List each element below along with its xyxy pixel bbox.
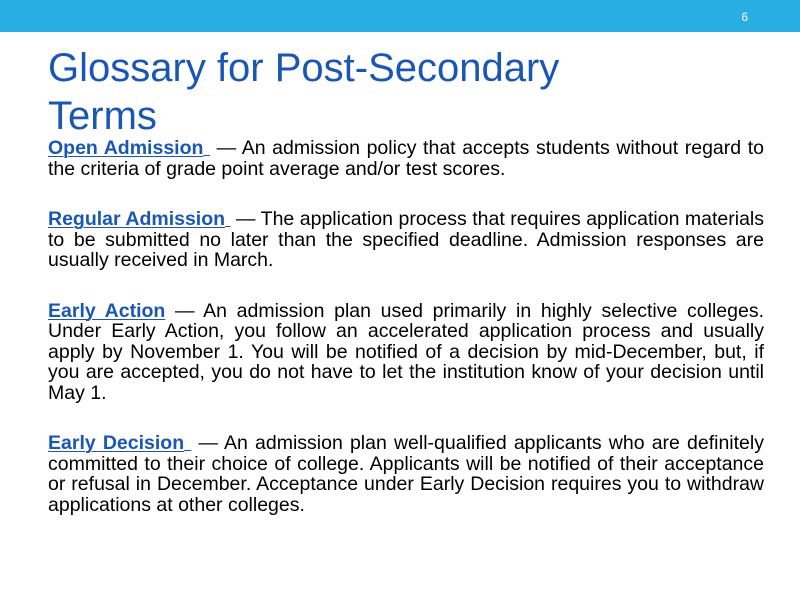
term-regular-admission[interactable]: Regular Admission (48, 208, 226, 230)
glossary-entry-early-decision (48, 433, 764, 515)
term-open-admission[interactable]: Open Admission (48, 137, 204, 159)
definition-open-admission: — An admission policy that accepts students without regard to the criteria of grade point average and/or test scores. (48, 137, 765, 180)
glossary-list (48, 138, 764, 515)
definition-early-decision: — An admission plan well-qualified applicants who are definitely committed to their choice of college. Applicants will be notified of their acceptance or refusal in December. Acceptance under Early Decision requires you to withdraw applications at other colleges. (48, 432, 764, 516)
term-early-decision[interactable]: Early Decision (48, 432, 185, 454)
glossary-entry-open-admission (48, 138, 764, 179)
glossary-entry-early-action (48, 301, 764, 404)
definition-early-action: — An admission plan used primarily in highly selective colleges. Under Early Action, you follow an accelerated application process and usually apply by November 1. You will be notified of a decision by mid-December, but, if you are accepted, you do not have to let the institution know of your decision until May 1. (48, 299, 764, 404)
glossary-entry-regular-admission (48, 209, 764, 271)
slide-title: Glossary for Post-Secondary Terms (48, 46, 560, 138)
slide-number: 6 (741, 10, 748, 24)
definition-regular-admission: — The application process that requires application materials to be submitted no later than the specified deadline. Admission responses are usually received in March. (48, 208, 765, 271)
term-early-action[interactable]: Early Action (48, 299, 166, 322)
top-banner (0, 0, 800, 32)
